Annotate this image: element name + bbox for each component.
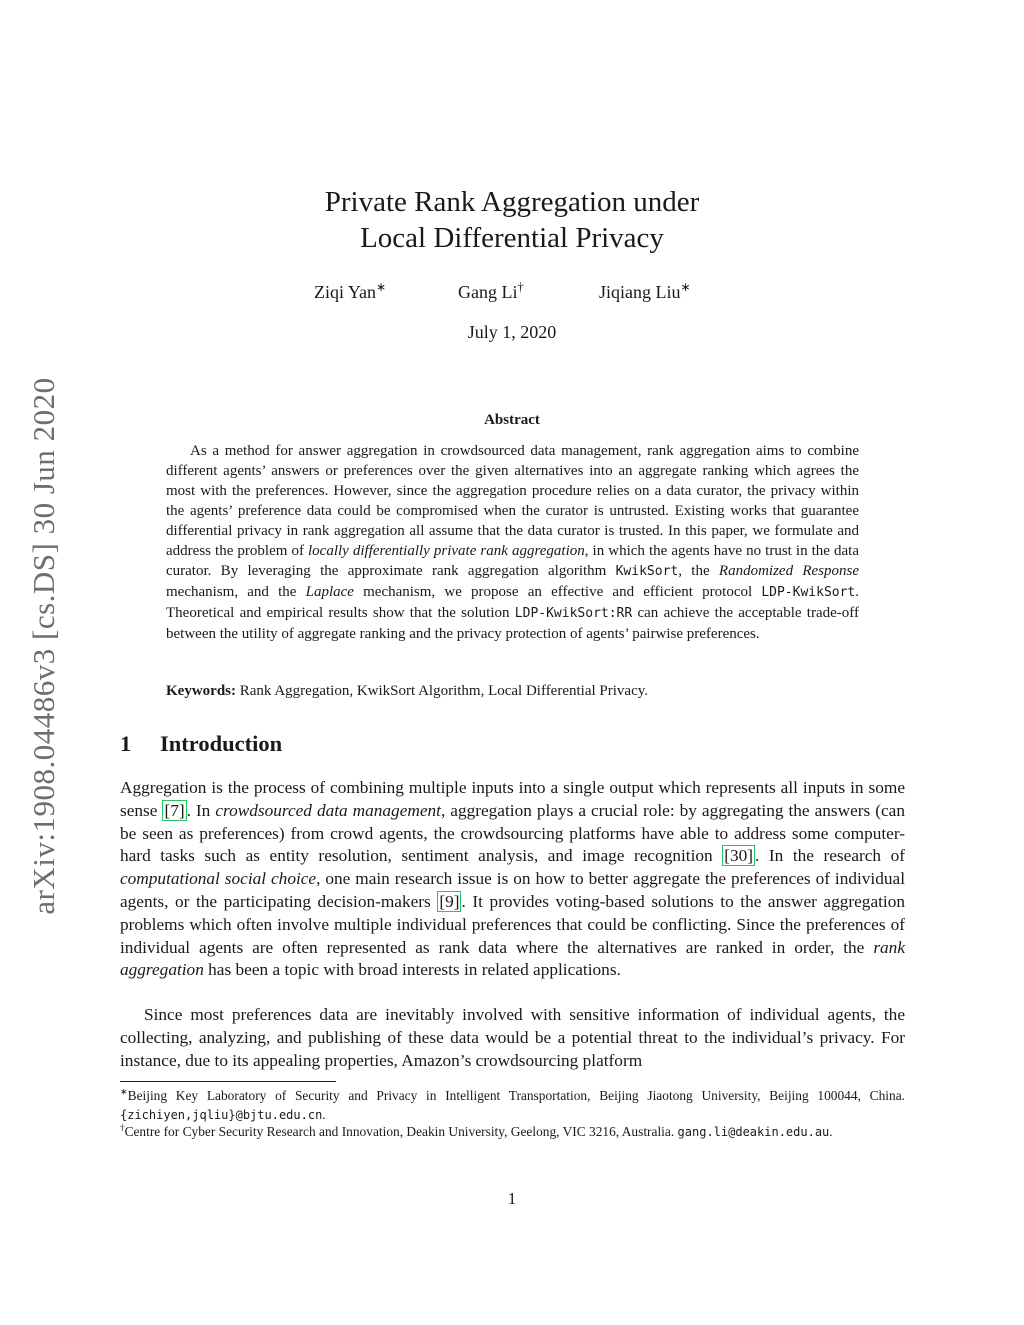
abstract-heading: Abstract — [484, 412, 540, 428]
author-1: Ziqi Yan∗ — [314, 280, 387, 302]
paper-title — [0, 184, 1024, 256]
paper-date: July 1, 2020 — [467, 322, 557, 342]
section-heading — [120, 731, 282, 757]
keywords-label: Keywords: — [166, 683, 236, 699]
footnote-1: ∗Beijing Key Laboratory of Security and Privacy in Intelligent Transportation, Beijing Jiaotong University, Beijing 100044, China. {zichiyen,jqliu}@bjtu.edu.cn. — [120, 1086, 905, 1122]
footnote-2-email[interactable]: gang.li@deakin.edu.au — [677, 1125, 830, 1139]
author-3: Jiqiang Liu∗ — [599, 280, 691, 302]
citation-30[interactable]: [30] — [724, 846, 754, 866]
intro-paragraph-1: Aggregation is the process of combining multiple inputs into a single output which represents all inputs in some sense [7] . In crowdsourced data management, aggregation plays a crucial role: by aggregating the answers (can be seen as preferences) from crowd agents, the crowdsourcing platforms have able to address some computer-hard tasks such as entity resolution, sentiment analysis, and image recognition [30] . In the research of computational social choice, one main research issue is on how to better aggregate the preferences of individual agents, or the participating decision-makers [9] . It provides voting-based solutions to the answer aggregation problems which often involve multiple individual preferences that could be conflicting. Since the preferences of individual agents are often represented as rank data where the alternatives are ranked in order, the rank aggregation has been a topic with broad interests in related applications. — [120, 778, 906, 980]
citation-7[interactable]: [7] — [164, 800, 185, 820]
section-title: Introduction — [160, 731, 283, 756]
keywords-text: Rank Aggregation, KwikSort Algorithm, Local Differential Privacy. — [236, 683, 649, 699]
keywords — [166, 681, 859, 701]
arxiv-identifier: arXiv:1908.04486v3 [cs.DS] 30 Jun 2020 — [26, 377, 61, 915]
page-number: 1 — [507, 1189, 517, 1208]
title-line-1: Private Rank Aggregation under — [324, 186, 700, 218]
abstract-body: As a method for answer aggregation in crowdsourced data management, rank aggregation aims to combine different agents’ answers or preferences over the given alternatives into an aggregate ranking which agrees the most with the preferences. However, since the aggregation procedure relies on a data curator, the privacy within the agents’ preference data could be compromised when the curator is untrusted. Existing works that guarantee differential privacy in rank aggregation all assume that the data curator is trusted. In this paper, we formulate and address the problem of locally differentially private rank aggregation, in which the agents have no trust in the data curator. By leveraging the approximate rank aggregation algorithm KwikSort, the Randomized Response mechanism, and the Laplace mechanism, we propose an effective and efficient protocol LDP-KwikSort. Theoretical and empirical results show that the solution LDP-KwikSort:RR can achieve the acceptable trade-off between the utility of aggregate ranking and the privacy protection of agents’ pairwise preferences. — [166, 443, 860, 642]
author-2: Gang Li† — [458, 280, 524, 302]
citation-9[interactable]: [9] — [439, 891, 460, 911]
footnote-rule — [120, 1081, 336, 1082]
section-number: 1 — [120, 731, 132, 756]
intro-paragraph-2: Since most preferences data are inevitably involved with sensitive information of individual agents, the collecting, analyzing, and publishing of these data would be a potential threat to the individual’s privacy. For instance, due to its appealing properties, Amazon’s crowdsourcing platform — [120, 1005, 905, 1070]
footnote-1-email[interactable]: {zichiyen,jqliu}@bjtu.edu.cn — [120, 1108, 323, 1122]
title-line-2: Local Differential Privacy — [360, 222, 664, 254]
footnote-2: †Centre for Cyber Security Research and Innovation, Deakin University, Geelong, VIC 3216, Australia. gang.li@deakin.edu.au. — [120, 1122, 833, 1139]
